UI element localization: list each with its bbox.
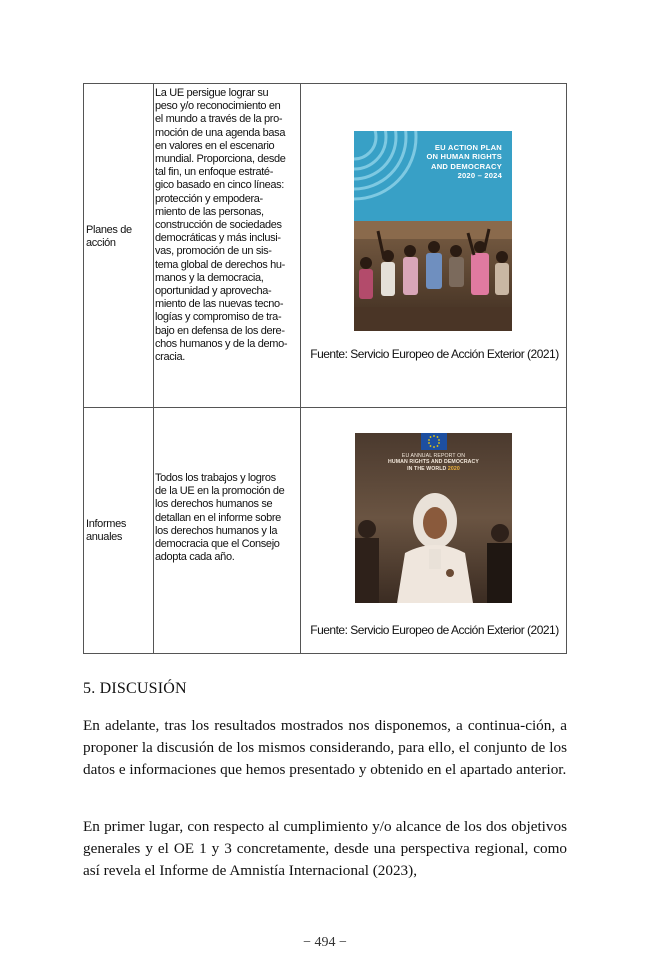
row-description: Todos los trabajos y logros de la UE en la promoción de los derechos humanos se detallan en el informe sobre los derechos humanos y la democracia que el Consejo adopta cada año. bbox=[155, 472, 285, 564]
cover-title: EU ANNUAL REPORT ON HUMAN RIGHTS AND DEMOCRACY IN THE WORLD 2020 bbox=[388, 453, 479, 472]
paragraph: En adelante, tras los resultados mostrados nos disponemos, a continua-ción, a proponer la discusión de los mismos considerando, para ello, el conjunto de los datos e informaciones que hemos presentado y obtenido en el apartado anterior. bbox=[83, 717, 567, 778]
cover-title: EU ACTION PLAN ON HUMAN RIGHTS AND DEMOCRACY 2020 – 2024 bbox=[426, 143, 502, 181]
row-description: La UE persigue lograr su peso y/o reconocimiento en el mundo a través de la pro- moción de una agenda basa en valores en el escenario mundial. Proporciona, desde tal fin, un enfoque estraté- gico basado en cinco líneas: protección y empodera- miento de las personas, construcción de sociedades democráticas y más inclusi- vas, promoción de un sis- tema global de derechos hu- manos y la democracia, oportunidad y aprovecha- miento de las nuevas tecno- logías y compromiso de tra- bajo en defensa de los dere- chos humanos y de la demo- cracia. bbox=[155, 87, 288, 364]
paragraph: En primer lugar, con respecto al cumplimiento y/o alcance de los dos objetivos generales y el OE 1 y 3 concretamente, desde una perspectiva regional, como así revela el Informe de Amnistía Internacional (2023), bbox=[83, 818, 567, 879]
row-label: Planes de acción bbox=[86, 224, 132, 250]
row-label: Informes anuales bbox=[86, 518, 126, 544]
eu-flag-icon bbox=[421, 433, 447, 450]
image-source-caption: Fuente: Servicio Europeo de Acción Exterior (2021) bbox=[310, 623, 559, 637]
cover-header bbox=[354, 131, 512, 221]
table bbox=[83, 83, 567, 654]
annual-report-cover-image bbox=[355, 433, 512, 603]
image-source-caption: Fuente: Servicio Europeo de Acción Exterior (2021) bbox=[310, 347, 559, 361]
section-heading: 5. DISCUSIÓN bbox=[83, 680, 187, 697]
table-row bbox=[84, 84, 566, 408]
table-row bbox=[84, 408, 566, 653]
children-photo bbox=[354, 221, 512, 331]
action-plan-cover-image bbox=[354, 131, 512, 331]
page-number: − 494 − bbox=[303, 935, 347, 950]
